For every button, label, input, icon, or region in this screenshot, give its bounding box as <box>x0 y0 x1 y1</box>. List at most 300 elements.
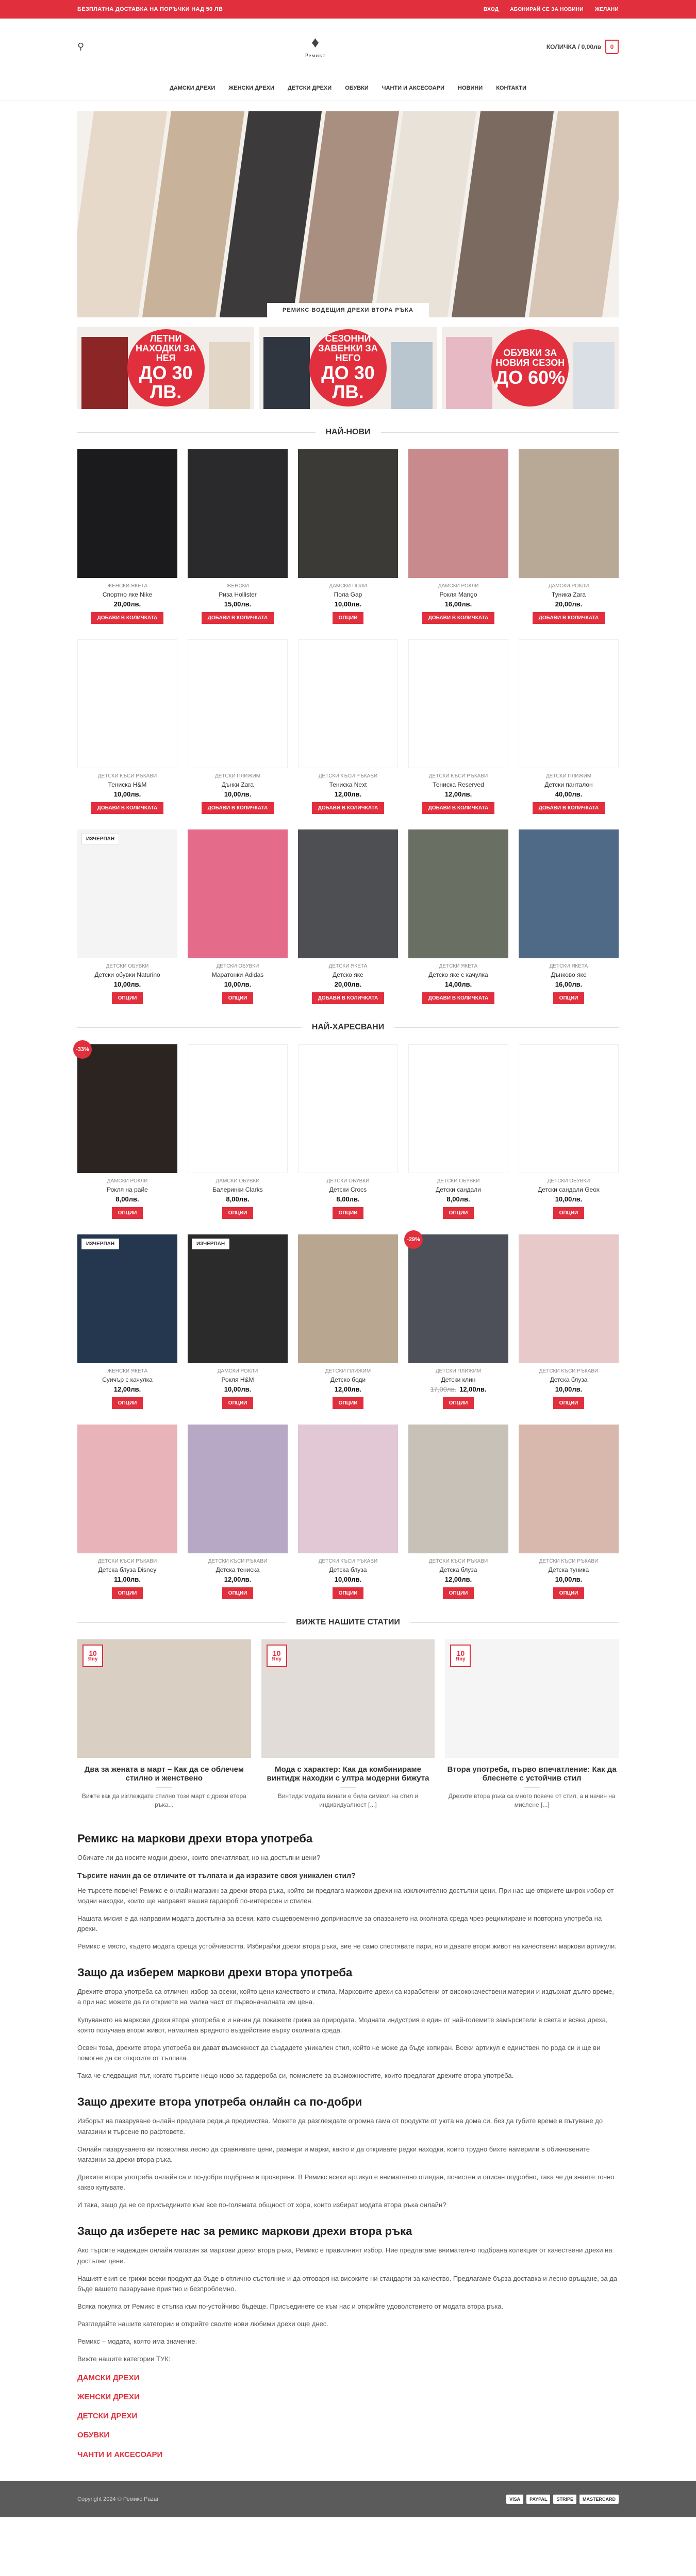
price-value: 14,00лв. <box>444 980 472 988</box>
article-paragraph: Дрехите втора употреба онлайн са и по-добре подбрани и проверени. В Ремикс всеки артикул е внимателно огледан, почистен и описан подробно, така че да знаете точно какво купувате. <box>77 2173 615 2192</box>
category-link-kids[interactable]: ДЕТСКИ ДРЕХИ <box>77 2412 138 2421</box>
product-image[interactable] <box>188 1234 288 1363</box>
product-card[interactable] <box>188 1425 288 1599</box>
product-category[interactable]: ДЕТСКИ КЪСИ РЪКАВИ <box>318 773 378 779</box>
product-card[interactable] <box>408 1234 508 1409</box>
add-to-cart-button[interactable]: ОПЦИИ <box>443 1397 474 1409</box>
product-price <box>519 1385 619 1393</box>
product-card[interactable] <box>188 639 288 814</box>
article-heading: Защо дрехите втора употреба онлайн са по-добри <box>77 2095 362 2109</box>
product-price <box>408 1385 508 1393</box>
product-category[interactable]: ДЕТСКИ КЪСИ РЪКАВИ <box>539 1368 599 1374</box>
product-price <box>519 790 619 798</box>
product-name[interactable]: Детски Crocs <box>329 1186 367 1193</box>
article-subheading: Търсите начин да се отличите от тълпата и да изразите своя уникален стил? <box>77 1871 356 1879</box>
add-to-cart-button[interactable]: ОПЦИИ <box>222 992 254 1004</box>
product-price <box>298 1195 398 1203</box>
product-card[interactable] <box>298 639 398 814</box>
add-to-cart-button[interactable]: ДОБАВИ В КОЛИЧКАТА <box>422 802 495 814</box>
article-paragraph: Така че следващия път, когато търсите нещо ново за гардероба си, помислете за възможностите, които предлагат дрехите втора употреба. <box>77 2072 514 2080</box>
promo-banners <box>77 327 619 409</box>
post-date: 10 Яну <box>82 1645 103 1667</box>
promo-photo <box>573 342 615 409</box>
nav-item-ladies[interactable]: ЖЕНСКИ ДРЕХИ <box>228 84 274 91</box>
product-image[interactable] <box>298 1234 398 1363</box>
product-price <box>519 1575 619 1583</box>
product-image[interactable] <box>298 1044 398 1173</box>
article-paragraph: Изборът на пазаруване онлайн предлага редица предимства. Можете да разглеждате огромна гама от продукти от уюта на дома си, без да губите време в пътуване до магазини и търсене по рафтовете. <box>77 2117 603 2136</box>
product-price <box>188 790 288 798</box>
price-value: 8,00лв. <box>226 1195 250 1203</box>
product-name[interactable]: Детски сандали <box>436 1186 481 1193</box>
topbar <box>0 0 696 19</box>
product-card[interactable] <box>188 449 288 624</box>
product-category[interactable]: ЖЕНСКИ ЯКЕТА <box>107 1368 148 1374</box>
product-category[interactable]: ДАМСКИ РОКЛИ <box>438 583 479 589</box>
product-price <box>77 1575 177 1583</box>
promo-badge <box>127 329 205 406</box>
product-category[interactable]: ДЕТСКИ КЪСИ РЪКАВИ <box>428 1558 488 1564</box>
product-image[interactable] <box>408 639 508 768</box>
product-name[interactable]: Детска блуза <box>550 1376 588 1383</box>
product-card[interactable] <box>77 829 177 1004</box>
paypal-icon: PAYPAL <box>526 2495 550 2504</box>
nav-item-contacts[interactable]: КОНТАКТИ <box>496 84 527 91</box>
product-category[interactable]: ДЕТСКИ ЯКЕТА <box>439 963 478 969</box>
article-paragraph: Дрехите втора употреба са отличен избор за всеки, който цени качеството и стила. Марковите дрехи са изработени от висококачествени материи и издържат дълго време, а при нас можете да ги откриете на малка част от първоначалната им цена. <box>77 1988 614 2006</box>
product-card[interactable] <box>519 1234 619 1409</box>
article-paragraph: Обичате ли да носите модни дрехи, които впечатляват, но на достъпни цени? <box>77 1853 321 1861</box>
post-date: 10 Яну <box>450 1645 471 1667</box>
product-image[interactable] <box>519 639 619 768</box>
article-paragraph: Освен това, дрехите втора употреба ви дават възможност да създадете уникален стил, който не може да бъде копиран. Всеки артикул е единствен по рода си и ще ви помогне да се откроите от тълпата. <box>77 2043 601 2062</box>
price-value: 12,00лв. <box>224 1575 252 1583</box>
article-paragraph: Не търсете повече! Ремикс е онлайн магазин за дрехи втора ръка, който ви предлага маркови дрехи на изключително достъпни цени. При нас ще откриете широк избор от модни находки, които ще направят вашия гардероб по-интересен и стилен. <box>77 1886 614 1905</box>
product-category[interactable]: ДЕТСКИ ОБУВКИ <box>216 963 259 969</box>
article-paragraph: И така, защо да не се присъедините към все по-голямата общност от хора, които избират модата втора ръка онлайн? <box>77 2201 446 2209</box>
product-price <box>519 600 619 608</box>
post-title[interactable]: Мода с характер: Как да комбинираме винтидж находки с ултра модерни бижута <box>267 1765 429 1783</box>
product-card[interactable] <box>408 829 508 1004</box>
post-date: 10 Яну <box>267 1645 287 1667</box>
product-image[interactable] <box>77 639 177 768</box>
cart-link[interactable] <box>546 40 619 54</box>
nav-item-bags[interactable]: ЧАНТИ И АКСЕСОАРИ <box>382 84 444 91</box>
price-value: 10,00лв. <box>224 980 252 988</box>
post-image <box>77 1639 251 1758</box>
add-to-cart-button[interactable]: ОПЦИИ <box>112 1207 143 1219</box>
add-to-cart-button[interactable]: ОПЦИИ <box>553 992 585 1004</box>
product-price <box>77 980 177 988</box>
product-card[interactable] <box>77 449 177 624</box>
price-value: 16,00лв. <box>444 600 472 608</box>
product-category[interactable]: ДЕТСКИ ПЛИЖИМ <box>214 773 261 779</box>
product-price <box>408 790 508 798</box>
product-name[interactable]: Рокля H&M <box>221 1376 254 1383</box>
price-value: 10,00лв. <box>224 790 252 798</box>
product-image[interactable] <box>77 449 177 578</box>
post-title[interactable]: Втора употреба, първо впечатление: Как да блеснете с устойчив стил <box>447 1765 617 1783</box>
topbar-link-login[interactable]: ВХОД <box>483 6 499 12</box>
product-card[interactable] <box>519 639 619 814</box>
shipping-notice: БЕЗПЛАТНА ДОСТАВКА НА ПОРЪЧКИ НАД 50 ЛВ <box>77 6 223 12</box>
product-image[interactable] <box>408 829 508 958</box>
out-of-stock-badge: ИЗЧЕРПАН <box>81 834 119 844</box>
product-card[interactable] <box>298 1044 398 1219</box>
promo-discount: ДО 30 ЛВ. <box>321 362 375 403</box>
blog-post[interactable] <box>445 1639 619 1809</box>
product-price <box>77 1385 177 1393</box>
cart-label: КОЛИЧКА / 0,00лв <box>546 43 601 50</box>
product-category[interactable]: ДАМСКИ РОКЛИ <box>107 1178 148 1184</box>
product-name[interactable]: Детско яке с качулка <box>428 971 488 978</box>
price-value: 10,00лв. <box>334 600 362 608</box>
product-name[interactable]: Детско боди <box>330 1376 366 1383</box>
category-link-women[interactable]: ДАМСКИ ДРЕХИ <box>77 2373 140 2382</box>
product-category[interactable]: ДЕТСКИ ОБУВКИ <box>326 1178 370 1184</box>
product-name[interactable]: Детски обувки Naturino <box>94 971 160 978</box>
add-to-cart-button[interactable]: ОПЦИИ <box>112 992 143 1004</box>
blog-post[interactable] <box>261 1639 435 1809</box>
add-to-cart-button[interactable]: ДОБАВИ В КОЛИЧКАТА <box>312 992 385 1004</box>
product-image[interactable] <box>408 1234 508 1363</box>
product-price <box>519 1195 619 1203</box>
add-to-cart-button[interactable]: ДОБАВИ В КОЛИЧКАТА <box>202 612 274 624</box>
product-card[interactable] <box>408 1044 508 1219</box>
price-value: 12,00лв. <box>444 1575 472 1583</box>
promo-banner[interactable] <box>77 327 254 409</box>
price-value: 12,00лв. <box>459 1385 487 1393</box>
price-value: 20,00лв. <box>334 980 362 988</box>
post-excerpt: Вижте как да изглеждате стилно този март с дрехи втора ръка... <box>81 1792 246 1808</box>
divider <box>340 1787 356 1788</box>
add-to-cart-button[interactable]: ОПЦИИ <box>222 1587 254 1599</box>
add-to-cart-button[interactable]: ДОБАВИ В КОЛИЧКАТА <box>91 802 164 814</box>
hero-caption: РЕМИКС ВОДЕЩИЯ ДРЕХИ ВТОРА РЪКА <box>267 303 429 317</box>
product-price <box>408 1195 508 1203</box>
product-name[interactable]: Спортно яке Nike <box>102 591 153 598</box>
add-to-cart-button[interactable]: ОПЦИИ <box>553 1397 585 1409</box>
product-category[interactable]: ДЕТСКИ КЪСИ РЪКАВИ <box>539 1558 599 1564</box>
promo-photo <box>263 337 310 409</box>
product-card[interactable] <box>188 1234 288 1409</box>
logo-name: Ремикс <box>305 52 326 59</box>
seo-article <box>77 1830 619 2461</box>
product-price <box>188 1575 288 1583</box>
product-name[interactable]: Суичър с качулка <box>102 1376 153 1383</box>
newest-products-grid <box>77 449 619 1004</box>
visa-icon: VISA <box>506 2495 523 2504</box>
promo-photo <box>209 342 250 409</box>
product-price <box>298 790 398 798</box>
product-image[interactable] <box>408 1044 508 1173</box>
product-card[interactable] <box>519 1425 619 1599</box>
price-value: 11,00лв. <box>114 1575 141 1583</box>
product-name[interactable]: Детски клин <box>441 1376 476 1383</box>
product-category[interactable]: ДЕТСКИ ПЛИЖИМ <box>435 1368 482 1374</box>
product-image[interactable] <box>188 1425 288 1553</box>
add-to-cart-button[interactable]: ДОБАВИ В КОЛИЧКАТА <box>533 802 605 814</box>
blog-post[interactable] <box>77 1639 251 1809</box>
out-of-stock-badge: ИЗЧЕРПАН <box>81 1239 119 1249</box>
product-category[interactable]: ЖЕНСКИ <box>226 583 249 589</box>
nav-item-kids[interactable]: ДЕТСКИ ДРЕХИ <box>287 84 332 91</box>
product-image[interactable] <box>298 449 398 578</box>
product-price <box>77 1195 177 1203</box>
product-category[interactable]: ДЕТСКИ КЪСИ РЪКАВИ <box>208 1558 268 1564</box>
product-card[interactable] <box>408 639 508 814</box>
product-image[interactable] <box>77 1234 177 1363</box>
sale-badge: -29% <box>404 1230 423 1249</box>
price-value: 8,00лв. <box>446 1195 470 1203</box>
nav-item-women[interactable]: ДАМСКИ ДРЕХИ <box>169 84 216 91</box>
post-title[interactable]: Два за жената в март – Как да се облечем стилно и женствено <box>84 1765 244 1783</box>
product-name[interactable]: Детски сандали Geox <box>538 1186 600 1193</box>
price-value: 10,00лв. <box>555 1195 583 1203</box>
article-paragraph: Онлайн пазаруването ви позволява лесно да сравнявате цени, размери и марки, както и да откривате редки находки, които трудно бихте намерили в обикновените магазини за дрехи втора ръка. <box>77 2145 590 2163</box>
promo-title: ОБУВКИ ЗА НОВИЯ СЕЗОН <box>495 348 565 368</box>
product-price <box>408 1575 508 1583</box>
price-value: 20,00лв. <box>555 600 583 608</box>
product-card[interactable] <box>408 449 508 624</box>
product-price <box>298 980 398 988</box>
copyright: Copyright 2024 © Ремикс Pazar <box>77 2496 159 2502</box>
product-category[interactable]: ДЕТСКИ КЪСИ РЪКАВИ <box>428 773 488 779</box>
promo-badge <box>491 329 569 406</box>
price-value: 10,00лв. <box>113 790 141 798</box>
add-to-cart-button[interactable]: ДОБАВИ В КОЛИЧКАТА <box>202 802 274 814</box>
add-to-cart-button[interactable]: ОПЦИИ <box>333 1207 364 1219</box>
add-to-cart-button[interactable]: ОПЦИИ <box>112 1397 143 1409</box>
product-price <box>298 600 398 608</box>
product-name[interactable]: Тениска H&M <box>108 781 147 788</box>
product-name[interactable]: Туника Zara <box>551 591 586 598</box>
article-paragraph: Ремикс е място, където модата среща устойчивостта. Избирайки дрехи втора ръка, вие не само спестявате пари, но и давате втори живот на качествени маркови артикули. <box>77 1942 617 1951</box>
liked-products-grid <box>77 1044 619 1599</box>
product-card[interactable] <box>77 639 177 814</box>
promo-photo <box>81 337 128 409</box>
product-name[interactable]: Пола Gap <box>334 591 362 598</box>
product-image[interactable] <box>77 1044 177 1173</box>
product-category[interactable]: ДАМСКИ РОКЛИ <box>217 1368 258 1374</box>
product-price <box>188 1385 288 1393</box>
add-to-cart-button[interactable]: ОПЦИИ <box>112 1587 143 1599</box>
add-to-cart-button[interactable]: ДОБАВИ В КОЛИЧКАТА <box>422 612 495 624</box>
price-value: 12,00лв. <box>444 790 472 798</box>
add-to-cart-button[interactable]: ОПЦИИ <box>553 1587 585 1599</box>
product-name[interactable]: Рокля Mango <box>439 591 477 598</box>
product-image[interactable] <box>408 1425 508 1553</box>
promo-photo <box>391 342 433 409</box>
add-to-cart-button[interactable]: ОПЦИИ <box>443 1207 474 1219</box>
price-value: 20,00лв. <box>113 600 141 608</box>
article-heading: Защо да изберете нас за ремикс маркови дрехи втора ръка <box>77 2225 412 2238</box>
hanger-icon: ♦ <box>311 33 320 51</box>
product-card[interactable] <box>519 829 619 1004</box>
product-image[interactable] <box>188 449 288 578</box>
product-card[interactable] <box>298 829 398 1004</box>
product-category[interactable]: ДЕТСКИ ОБУВКИ <box>437 1178 480 1184</box>
article-paragraph: Купуването на маркови дрехи втора употреба е и начин да покажете грижа за природата. Модната индустрия е един от най-големите замърсители в света и всяка дреха, която получава втори живот, намалява вредното въздействие върху околната среда. <box>77 2015 608 2034</box>
product-card[interactable] <box>77 1044 177 1219</box>
product-name[interactable]: Детска тениска <box>216 1566 260 1573</box>
product-category[interactable]: ДЕТСКИ КЪСИ РЪКАВИ <box>97 773 157 779</box>
divider <box>156 1787 172 1788</box>
product-name[interactable]: Детски панталон <box>544 781 593 788</box>
nav-item-news[interactable]: НОВИНИ <box>458 84 483 91</box>
add-to-cart-button[interactable]: ДОБАВИ В КОЛИЧКАТА <box>422 992 495 1004</box>
product-card[interactable] <box>77 1425 177 1599</box>
article-paragraph: Нашият екип се грижи всеки продукт да бъде в отлично състояние и да отговаря на високите ни стандарти за качество. Предлагаме бърза доставка и лесно връщане, за да бъде вашето пазаруване приятно и безпроблемно. <box>77 2274 618 2293</box>
cart-count: 0 <box>605 40 619 54</box>
price-value: 16,00лв. <box>555 980 583 988</box>
product-category[interactable]: ДЕТСКИ ОБУВКИ <box>547 1178 590 1184</box>
section-title-posts: ВИЖТЕ НАШИТЕ СТАТИИ <box>77 1618 619 1627</box>
topbar-link-wishlist[interactable]: ЖЕЛАНИ <box>594 6 619 12</box>
product-name[interactable]: Рокля на райе <box>107 1186 148 1193</box>
add-to-cart-button[interactable]: ДОБАВИ В КОЛИЧКАТА <box>312 802 385 814</box>
price-value: 8,00лв. <box>336 1195 360 1203</box>
topbar-links <box>484 7 619 12</box>
product-category[interactable]: ДАМСКИ РОКЛИ <box>548 583 589 589</box>
add-to-cart-button[interactable]: ДОБАВИ В КОЛИЧКАТА <box>91 612 164 624</box>
price-value: 12,00лв. <box>334 1385 362 1393</box>
article-paragraph: Вижте нашите категории ТУК: <box>77 2355 171 2363</box>
product-price <box>298 1575 398 1583</box>
add-to-cart-button[interactable]: ДОБАВИ В КОЛИЧКАТА <box>533 612 605 624</box>
promo-title: ЛЕТНИ НАХОДКИ ЗА НЕЯ <box>135 333 196 363</box>
product-category[interactable]: ДАМСКИ ПОЛИ <box>329 583 367 589</box>
product-category[interactable]: ЖЕНСКИ ЯКЕТА <box>107 583 148 589</box>
article-paragraph: Всяка покупка от Ремикс е стъпка към по-устойчиво бъдеще. Присъединете се към нас и открийте удоволствието от модата втора ръка. <box>77 2302 504 2311</box>
product-name[interactable]: Детска туника <box>548 1566 589 1573</box>
main-nav <box>0 75 696 101</box>
product-card[interactable] <box>298 449 398 624</box>
section-title-newest: НАЙ-НОВИ <box>77 428 619 437</box>
out-of-stock-badge: ИЗЧЕРПАН <box>192 1239 229 1249</box>
promo-banner[interactable] <box>442 327 619 409</box>
product-category[interactable]: ДЕТСКИ ОБУВКИ <box>106 963 149 969</box>
category-link-bags[interactable]: ЧАНТИ И АКСЕСОАРИ <box>77 2450 163 2459</box>
product-card[interactable] <box>188 1044 288 1219</box>
product-card[interactable] <box>188 829 288 1004</box>
product-name[interactable]: Детска блуза <box>329 1566 367 1573</box>
article-paragraph: Нашата мисия е да направим модата достъпна за всеки, като същевременно допринасяме за опазването на околната среда чрез рециклиране и повторна употреба на дрехи. <box>77 1914 602 1933</box>
section-title-liked: НАЙ-ХАРЕСВАНИ <box>77 1023 619 1032</box>
promo-discount: ДО 60% <box>495 366 566 388</box>
add-to-cart-button[interactable]: ОПЦИИ <box>333 612 364 624</box>
product-name[interactable]: Дънково яке <box>551 971 587 978</box>
sale-badge: -33% <box>73 1040 92 1059</box>
product-card[interactable] <box>298 1234 398 1409</box>
price-value: 15,00лв. <box>224 600 252 608</box>
add-to-cart-button[interactable]: ОПЦИИ <box>333 1587 364 1599</box>
add-to-cart-button[interactable]: ОПЦИИ <box>333 1397 364 1409</box>
price-value: 12,00лв. <box>334 790 362 798</box>
add-to-cart-button[interactable]: ОПЦИИ <box>553 1207 585 1219</box>
nav-item-shoes[interactable]: ОБУВКИ <box>345 84 369 91</box>
hero-banner[interactable] <box>77 111 619 317</box>
post-image <box>445 1639 619 1758</box>
product-image[interactable] <box>298 829 398 958</box>
product-image[interactable] <box>519 829 619 958</box>
product-card[interactable] <box>519 449 619 624</box>
product-image[interactable] <box>188 639 288 768</box>
product-category[interactable]: ДЕТСКИ ПЛИЖИМ <box>545 773 592 779</box>
product-price <box>298 1385 398 1393</box>
product-name[interactable]: Риза Hollister <box>219 591 257 598</box>
product-category[interactable]: ДАМСКИ ОБУВКИ <box>216 1178 260 1184</box>
product-image[interactable] <box>519 449 619 578</box>
category-link-ladies[interactable]: ЖЕНСКИ ДРЕХИ <box>77 2392 140 2401</box>
product-name[interactable]: Дънки Zara <box>221 781 254 788</box>
product-name[interactable]: Детска блуза <box>439 1566 477 1573</box>
product-name[interactable]: Детска блуза Disney <box>98 1566 157 1573</box>
add-to-cart-button[interactable]: ОПЦИИ <box>443 1587 474 1599</box>
product-image[interactable] <box>188 1044 288 1173</box>
category-link-shoes[interactable]: ОБУВКИ <box>77 2431 110 2440</box>
product-category[interactable]: ДЕТСКИ ЯКЕТА <box>549 963 588 969</box>
product-image[interactable] <box>519 1044 619 1173</box>
payment-icons <box>506 2495 619 2504</box>
product-image[interactable] <box>77 829 177 958</box>
product-image[interactable] <box>77 1425 177 1553</box>
divider <box>524 1787 540 1788</box>
add-to-cart-button[interactable]: ОПЦИИ <box>222 1397 254 1409</box>
search-icon[interactable]: ⚲ <box>77 41 85 52</box>
product-image[interactable] <box>298 639 398 768</box>
product-name[interactable]: Балеринки Clarks <box>212 1186 263 1193</box>
product-image[interactable] <box>408 449 508 578</box>
article-paragraph: Разгледайте нашите категории и открийте своите нови любими дрехи още днес. <box>77 2320 328 2328</box>
old-price: 17,00лв. <box>430 1385 457 1393</box>
product-card[interactable] <box>519 1044 619 1219</box>
product-price <box>188 600 288 608</box>
topbar-link-newsletter[interactable]: АБОНИРАЙ СЕ ЗА НОВИНИ <box>510 6 584 12</box>
price-value: 8,00лв. <box>115 1195 139 1203</box>
add-to-cart-button[interactable]: ОПЦИИ <box>222 1207 254 1219</box>
blog-posts <box>77 1639 619 1809</box>
product-price <box>77 600 177 608</box>
promo-banner[interactable] <box>259 327 436 409</box>
product-category[interactable]: ДЕТСКИ КЪСИ РЪКАВИ <box>97 1558 157 1564</box>
article-paragraph: Ако търсите надежден онлайн магазин за маркови дрехи втора ръка, Ремикс е правилният избор. Ние предлагаме внимателно подбрана колекция от качествени дрехи на достъпни цени. <box>77 2246 612 2265</box>
product-image[interactable] <box>519 1425 619 1553</box>
price-value: 10,00лв. <box>334 1575 362 1583</box>
product-card[interactable] <box>77 1234 177 1409</box>
product-image[interactable] <box>188 829 288 958</box>
product-category[interactable]: ДЕТСКИ ЯКЕТА <box>328 963 368 969</box>
product-name[interactable]: Тениска Next <box>329 781 367 788</box>
product-card[interactable] <box>408 1425 508 1599</box>
product-image[interactable] <box>519 1234 619 1363</box>
price-value: 10,00лв. <box>224 1385 252 1393</box>
mastercard-icon: MASTERCARD <box>579 2495 619 2504</box>
product-category[interactable]: ДЕТСКИ ПЛИЖИМ <box>325 1368 371 1374</box>
promo-discount: ДО 30 ЛВ. <box>139 362 193 403</box>
article-heading: Защо да изберем маркови дрехи втора употреба <box>77 1966 353 1979</box>
product-price <box>408 600 508 608</box>
product-price <box>519 980 619 988</box>
site-logo[interactable] <box>305 35 326 59</box>
product-image[interactable] <box>298 1425 398 1553</box>
promo-title: СЕЗОННИ ЗАВЕНКИ ЗА НЕГО <box>318 333 378 363</box>
product-name[interactable]: Маратонки Adidas <box>211 971 264 978</box>
product-name[interactable]: Детско яке <box>333 971 363 978</box>
product-card[interactable] <box>298 1425 398 1599</box>
product-category[interactable]: ДЕТСКИ КЪСИ РЪКАВИ <box>318 1558 378 1564</box>
product-name[interactable]: Тениска Reserved <box>433 781 484 788</box>
